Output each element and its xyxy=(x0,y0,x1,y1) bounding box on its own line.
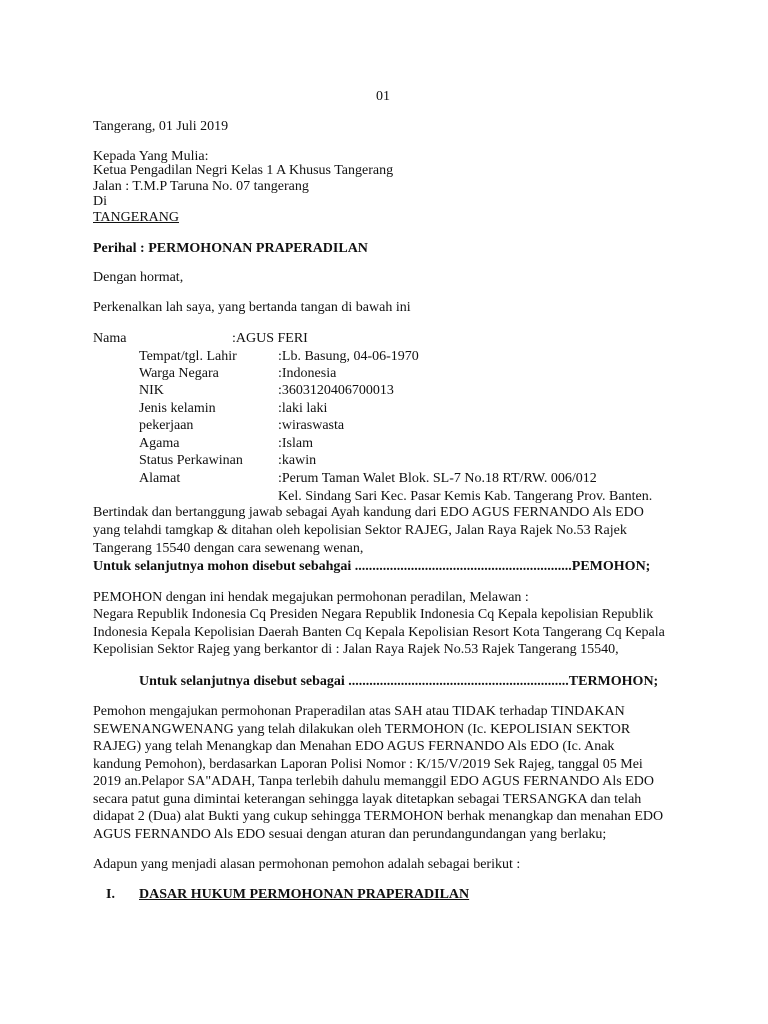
page-number: 01 xyxy=(376,89,390,104)
greeting: Dengan hormat, xyxy=(93,270,184,285)
intro-line: Perkenalkan lah saya, yang bertanda tangan di bawah ini xyxy=(93,300,411,315)
paragraph-line: kandung Pemohon), berdasarkan Laporan Polisi Nomor : K/15/V/2019 Sek Rajeg, tanggal 05 Mei xyxy=(93,757,643,772)
identity-label: pekerjaan xyxy=(139,418,194,433)
paragraph-line: Indonesia Kepala Kepolisian Daerah Banten Cq Kepala Kepolisian Resort Kota Tangerang Cq Kepala xyxy=(93,625,665,640)
identity-value: :Perum Taman Walet Blok. SL-7 No.18 RT/RW. 006/012 xyxy=(278,471,597,486)
paragraph-line: Kepolisian Sektor Rajeg yang berkantor di : Jalan Raya Rajek No.53 Rajek Tangerang 15540, xyxy=(93,642,619,657)
section-title: DASAR HUKUM PERMOHONAN PRAPERADILAN xyxy=(139,887,470,902)
identity-label: Alamat xyxy=(139,471,181,486)
section-number: I. xyxy=(106,887,115,902)
paragraph-line: Negara Republik Indonesia Cq Presiden Negara Republik Indonesia Cq Kepala kepolisian Republik xyxy=(93,607,654,622)
pemohon-designation: Untuk selanjutnya mohon disebut sebahgai ..............................................................PEMOHON; xyxy=(93,559,651,574)
identity-label: Tempat/tgl. Lahir xyxy=(139,349,237,364)
subject-line: Perihal : PERMOHONAN PRAPERADILAN xyxy=(93,241,368,256)
identity-label: Agama xyxy=(139,436,180,451)
paragraph-line: 2019 an.Pelapor SA"ADAH, Tanpa terlebih dahulu memanggil EDO AGUS FERNANDO Als EDO xyxy=(93,774,654,789)
paragraph-line: AGUS FERNANDO Als EDO sesuai dengan aturan dan perundangundangan yang berlaku; xyxy=(93,827,607,842)
identity-value: :Islam xyxy=(278,436,313,451)
recipient-line: Jalan : T.M.P Taruna No. 07 tangerang xyxy=(93,179,309,194)
identity-label: Jenis kelamin xyxy=(139,401,216,416)
termohon-designation: Untuk selanjutnya disebut sebagai ...............................................................TERMOHON; xyxy=(139,674,659,689)
recipient-line: Ketua Pengadilan Negri Kelas 1 A Khusus Tangerang xyxy=(93,163,394,178)
identity-value-nama: :AGUS FERI xyxy=(232,331,308,346)
identity-label: NIK xyxy=(139,383,164,398)
identity-value: :3603120406700013 xyxy=(278,383,394,398)
identity-label-nama: Nama xyxy=(93,331,127,346)
paragraph-line: didapat 2 (Dua) alat Bukti yang cukup sehingga TERMOHON berhak menangkap dan menahan EDO xyxy=(93,809,664,824)
identity-value: :Lb. Basung, 04-06-1970 xyxy=(278,349,419,364)
identity-value: :laki laki xyxy=(278,401,328,416)
identity-address-continued: Kel. Sindang Sari Kec. Pasar Kemis Kab. Tangerang Prov. Banten. xyxy=(278,489,653,504)
paragraph-line: Bertindak dan bertanggung jawab sebagai Ayah kandung dari EDO AGUS FERNANDO Als EDO xyxy=(93,505,644,520)
identity-value: :wiraswasta xyxy=(278,418,345,433)
recipient-line: Di xyxy=(93,194,107,209)
paragraph-line: RAJEG) yang telah Menangkap dan Menahan EDO AGUS FERNANDO Als EDO (Ic. Anak xyxy=(93,739,615,754)
identity-label: Warga Negara xyxy=(139,366,219,381)
paragraph-line: Tangerang 15540 dengan cara sewenang wenan, xyxy=(93,541,364,556)
reasons-intro: Adapun yang menjadi alasan permohonan pemohon adalah sebagai berikut : xyxy=(93,857,521,872)
identity-value: :kawin xyxy=(278,453,317,468)
paragraph-line: PEMOHON dengan ini hendak megajukan permohonan peradilan, Melawan : xyxy=(93,590,529,605)
paragraph-line: yang telahdi tamgkap & ditahan oleh kepolisian Sektor RAJEG, Jalan Raya Rajek No.53 Rajek xyxy=(93,523,627,538)
paragraph-line: Pemohon mengajukan permohonan Praperadilan atas SAH atau TIDAK terhadap TINDAKAN xyxy=(93,704,625,719)
identity-label: Status Perkawinan xyxy=(139,453,243,468)
recipient-line: Kepada Yang Mulia: xyxy=(93,149,209,164)
paragraph-line: SEWENANGWENANG yang telah dilakukan oleh TERMOHON (Ic. KEPOLISIAN SEKTOR xyxy=(93,722,631,737)
identity-value: :Indonesia xyxy=(278,366,337,381)
place-date: Tangerang, 01 Juli 2019 xyxy=(93,119,229,134)
recipient-city: TANGERANG xyxy=(93,210,179,225)
paragraph-line: secara patut guna dimintai keterangan sehingga layak ditetapkan sebagai TERSANGKA dan telah xyxy=(93,792,642,807)
